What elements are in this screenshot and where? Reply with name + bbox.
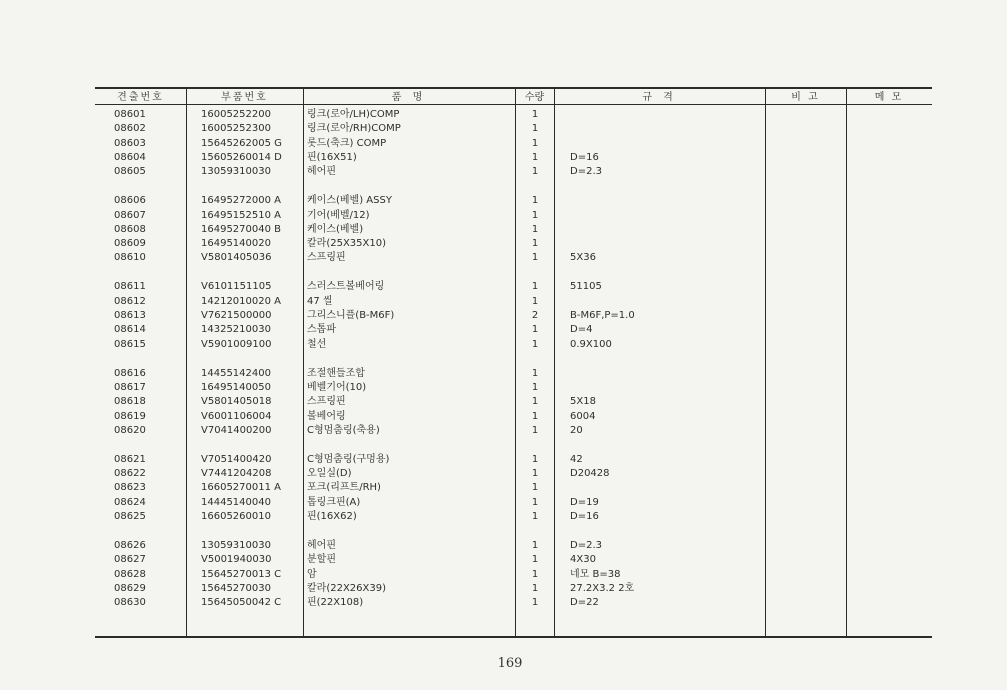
part-number-cell: 15645050042 C [201,597,282,609]
spec-cell: D=2.3 [570,540,602,551]
column-divider [186,89,187,637]
part-number-cell: 16605260010 [201,511,271,522]
index-no-cell: 08605 [114,166,146,178]
index-no-cell: 08618 [114,396,146,408]
index-no-cell: 08607 [114,209,146,221]
quantity-cell: 1 [531,424,539,436]
quantity-cell: 1 [531,238,539,250]
index-no-cell: 08614 [114,324,146,336]
index-no-cell: 08629 [114,582,146,594]
index-no-cell: 08604 [114,151,146,163]
index-no-cell: 08609 [114,238,146,250]
column-divider [846,89,847,637]
part-name-cell: 칼라(22X26X39) [307,582,386,594]
header-memo: 메 모 [874,92,904,103]
index-no-cell: 08610 [114,252,146,264]
part-name-cell: 암 [307,568,317,580]
part-name-cell: 링크(로아/RH)COMP [307,123,401,135]
quantity-cell: 1 [531,166,539,178]
part-name-cell: 케이스(베벨) ASSY [307,195,392,207]
column-divider [515,89,516,637]
spec-cell: 20 [570,424,583,436]
index-no-cell: 08622 [114,468,146,480]
index-no-cell: 08613 [114,310,146,321]
spec-cell: 51105 [570,281,602,293]
quantity-cell: 1 [531,252,539,264]
part-number-cell: 16495270040 B [201,223,282,235]
part-number-cell: 16495152510 A [201,209,282,221]
column-divider [765,89,766,637]
part-name-cell: 47 씰 [307,295,333,307]
index-no-cell: 08625 [114,511,146,522]
spec-cell: 네모 B=38 [570,568,621,580]
bottom-rule [95,636,932,638]
part-name-cell: 스러스트볼베어링 [307,281,385,293]
quantity-cell: 1 [531,223,539,235]
part-name-cell: 기어(베벨/12) [307,209,370,221]
quantity-cell: 1 [531,137,539,149]
quantity-cell: 1 [531,468,539,480]
index-no-cell: 08616 [114,367,146,379]
index-no-cell: 08606 [114,195,146,207]
index-no-cell: 08615 [114,338,146,350]
quantity-cell: 1 [531,151,539,163]
spec-cell: D=4 [570,324,593,336]
spec-cell: B-M6F,P=1.0 [570,310,635,321]
quantity-cell: 1 [531,410,539,422]
part-name-cell: 분할핀 [307,554,336,566]
part-number-cell: V5801405018 [201,396,272,408]
index-no-cell: 08627 [114,554,146,566]
part-number-cell: V7041400200 [201,424,272,436]
index-no-cell: 08611 [114,281,146,293]
index-no-cell: 08620 [114,424,146,436]
spec-cell: 5X36 [570,252,596,264]
part-number-cell: V5901009100 [201,338,272,350]
part-name-cell: 철선 [307,338,327,350]
page-number: 169 [497,656,523,671]
part-name-cell: 그리스니플(B-M6F) [307,310,395,321]
part-name-cell: 베벨기어(10) [307,381,367,393]
index-no-cell: 08612 [114,295,146,307]
part-number-cell: 15645270030 [201,582,271,594]
index-no-cell: 08601 [114,109,146,120]
column-divider [554,89,555,637]
quantity-cell: 1 [531,295,539,307]
quantity-cell: 2 [531,310,539,321]
part-number-cell: 16495140020 [201,238,271,250]
quantity-cell: 1 [531,396,539,408]
part-name-cell: 스톱파 [307,324,336,336]
spec-cell: D=2.3 [570,166,602,178]
column-divider [303,89,304,637]
quantity-cell: 1 [531,367,539,379]
part-name-cell: 칼라(25X35X10) [307,238,386,250]
quantity-cell: 1 [531,582,539,594]
spec-cell: 4X30 [570,554,596,566]
part-number-cell: 14212010020 A [201,295,282,307]
quantity-cell: 1 [531,511,539,522]
spec-cell: 42 [570,453,583,465]
quantity-cell: 1 [531,540,539,551]
quantity-cell: 1 [531,195,539,207]
quantity-cell: 1 [531,381,539,393]
part-name-cell: 조절핸들조합 [307,367,365,379]
header-remarks: 비 고 [791,92,820,103]
quantity-cell: 1 [531,338,539,350]
quantity-cell: 1 [531,209,539,221]
quantity-cell: 1 [531,597,539,609]
index-no-cell: 08621 [114,453,146,465]
index-no-cell: 08624 [114,496,146,508]
spec-cell: D=22 [570,597,599,609]
part-number-cell: V5801405036 [201,252,272,264]
part-name-cell: 핀(16X62) [307,511,357,522]
spec-cell: D=16 [570,511,599,522]
index-no-cell: 08628 [114,568,146,580]
quantity-cell: 1 [531,453,539,465]
part-number-cell: V7621500000 [201,310,272,321]
part-number-cell: V7051400420 [201,453,272,465]
part-name-cell: C형멈춤링(축용) [307,424,380,436]
index-no-cell: 08608 [114,223,146,235]
part-number-cell: V7441204208 [201,468,272,480]
index-no-cell: 08623 [114,482,146,494]
part-number-cell: 16495140050 [201,381,271,393]
header-index-no: 견출번호 [117,92,164,103]
part-name-cell: 볼베어링 [307,410,346,422]
spec-cell: 27.2X3.2 2호 [570,582,635,594]
quantity-cell: 1 [531,482,539,494]
index-no-cell: 08630 [114,597,146,609]
part-number-cell: 13059310030 [201,166,271,178]
part-number-cell: 14455142400 [201,367,271,379]
part-number-cell: 15645262005 G [201,137,282,149]
header-part-number: 부품번호 [221,92,268,103]
part-number-cell: 14325210030 [201,324,271,336]
part-number-cell: V5001940030 [201,554,272,566]
quantity-cell: 1 [531,554,539,566]
quantity-cell: 1 [531,324,539,336]
quantity-cell: 1 [531,109,539,120]
part-number-cell: 15605260014 D [201,151,282,163]
part-number-cell: 13059310030 [201,540,271,551]
part-number-cell: 16605270011 A [201,482,282,494]
quantity-cell: 1 [531,568,539,580]
part-number-cell: 15645270013 C [201,568,282,580]
part-name-cell: 오일실(D) [307,468,352,480]
top-rule [95,87,932,89]
header-quantity: 수량 [524,92,545,103]
header-part-name: 품 명 [391,92,427,103]
header-spec: 규 격 [642,92,677,103]
part-number-cell: 16495272000 A [201,195,282,207]
part-name-cell: C형멈춤링(구멍용) [307,453,390,465]
quantity-cell: 1 [531,496,539,508]
part-number-cell: V6001106004 [201,410,272,422]
part-name-cell: 케이스(베벨) [307,223,364,235]
quantity-cell: 1 [531,123,539,135]
spec-cell: 5X18 [570,396,596,408]
part-name-cell: 링크(로아/LH)COMP [307,109,400,120]
index-no-cell: 08603 [114,137,146,149]
part-name-cell: 스프링핀 [307,252,346,264]
index-no-cell: 08617 [114,381,146,393]
index-no-cell: 08602 [114,123,146,135]
part-number-cell: 16005252300 [201,123,271,135]
index-no-cell: 08626 [114,540,146,551]
spec-cell: D=16 [570,151,599,163]
part-number-cell: 16005252200 [201,109,271,120]
quantity-cell: 1 [531,281,539,293]
spec-cell: 6004 [570,410,596,422]
part-name-cell: 롯드(축크) COMP [307,137,387,149]
part-name-cell: 포크(리프트/RH) [307,482,381,494]
spec-cell: D20428 [570,468,610,480]
part-name-cell: 핀(16X51) [307,151,357,163]
index-no-cell: 08619 [114,410,146,422]
part-name-cell: 헤어핀 [307,166,336,178]
part-number-cell: V6101151105 [201,281,272,293]
part-number-cell: 14445140040 [201,496,271,508]
spec-cell: D=19 [570,496,599,508]
part-name-cell: 핀(22X108) [307,597,364,609]
part-name-cell: 스프링핀 [307,396,346,408]
part-name-cell: 톱링크핀(A) [307,496,361,508]
part-name-cell: 헤어핀 [307,540,336,551]
spec-cell: 0.9X100 [570,338,612,350]
